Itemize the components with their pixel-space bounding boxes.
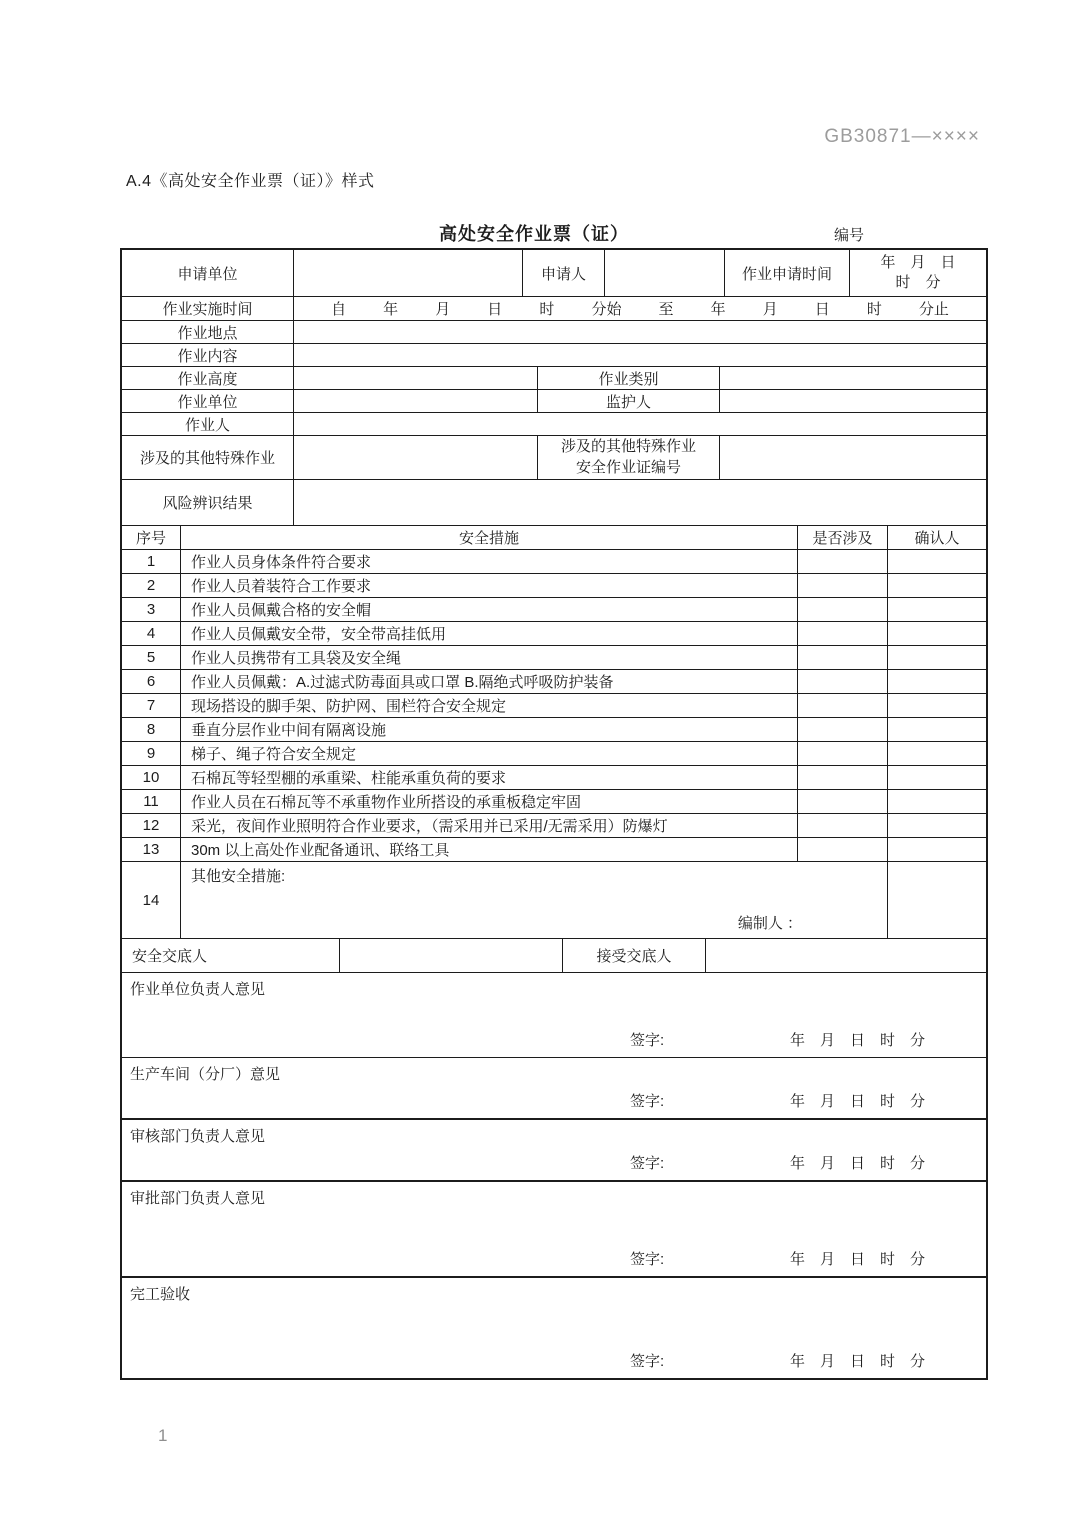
row-no: 4 [146, 625, 156, 642]
opinion-label: 审核部门负责人意见 [130, 1128, 266, 1145]
implement-part: 日 [487, 301, 503, 318]
location-value-cell [293, 321, 986, 343]
form-number-label: 编号 [834, 227, 865, 244]
checklist-row [122, 645, 986, 669]
implement-part: 分始 [591, 301, 622, 318]
implement-time-label: 作业实施时间 [162, 301, 253, 318]
sign-date: 年 月 日 时 分 [790, 1251, 926, 1268]
briefing-row [122, 938, 986, 972]
row-confirmer-cell [887, 718, 986, 741]
apply-date-line2: 时 分 [895, 274, 941, 291]
row-measure: 梯子、绳子符合安全规定 [180, 742, 797, 765]
checklist-row [122, 621, 986, 645]
row-measure: 采光，夜间作业照明符合作业要求，（需采用并已采用/无需采用）防爆灯 [180, 814, 797, 837]
sign-row [122, 1152, 986, 1174]
row-other-special [122, 435, 986, 479]
checklist-row [122, 789, 986, 813]
checklist-row [122, 813, 986, 837]
content-value-cell [293, 344, 986, 366]
row-involved-cell [797, 790, 887, 813]
opinion-label: 生产车间（分厂）意见 [130, 1066, 281, 1083]
guardian-label: 监护人 [537, 390, 719, 412]
briefing-receiver-label: 接受交底人 [562, 939, 705, 972]
work-unit-value-cell [293, 390, 537, 412]
other-special-value-cell [293, 436, 537, 479]
row-involved-cell [797, 670, 887, 693]
row-content [122, 343, 986, 366]
row-confirmer-cell [887, 646, 986, 669]
checklist-row [122, 597, 986, 621]
opinion-approval-dept [122, 1180, 986, 1276]
workers-value-cell [293, 413, 986, 435]
row-no: 6 [146, 673, 156, 690]
header-no: 序号 [135, 530, 166, 547]
row-workers [122, 412, 986, 435]
checklist-header-row [122, 525, 986, 549]
sign-label: 签字: [630, 1093, 665, 1110]
work-unit-label: 作业单位 [177, 393, 238, 411]
row-measure: 作业人员身体条件符合要求 [180, 550, 797, 573]
other-measures-label: 其他安全措施: [191, 868, 286, 885]
row-confirmer-cell [887, 766, 986, 789]
row-confirmer-cell [887, 838, 986, 861]
row-no: 11 [143, 793, 159, 810]
opinion-label: 作业单位负责人意见 [130, 981, 266, 998]
row-no: 10 [142, 769, 160, 786]
checklist-row [122, 717, 986, 741]
implement-part: 月 [435, 301, 451, 318]
page-number: 1 [158, 1426, 168, 1445]
opinion-workshop [122, 1057, 986, 1118]
row-confirmer-cell [887, 742, 986, 765]
row-involved-cell [797, 838, 887, 861]
other-special-cert-value-cell [719, 436, 986, 479]
cert-label-line1: 涉及的其他特殊作业 [560, 438, 696, 456]
row-involved-cell [797, 646, 887, 669]
row-involved-cell [797, 574, 887, 597]
header-measure: 安全措施 [180, 526, 797, 549]
briefing-giver-value-cell [339, 939, 562, 972]
row-no: 2 [146, 577, 156, 594]
apply-time-date-cell [849, 250, 986, 296]
checklist-row [122, 837, 986, 861]
row-involved-cell [797, 814, 887, 837]
checklist-row [122, 765, 986, 789]
row-no: 7 [146, 697, 156, 714]
checklist-row [122, 573, 986, 597]
applicant-label: 申请人 [522, 250, 604, 296]
row-location [122, 320, 986, 343]
row-no: 9 [146, 745, 156, 762]
category-value-cell [719, 367, 986, 389]
row-confirmer-cell [887, 574, 986, 597]
implement-part: 月 [762, 301, 778, 318]
sign-row [122, 1350, 986, 1372]
row-confirmer-cell [887, 598, 986, 621]
apply-time-label: 作业申请时间 [724, 250, 849, 296]
sign-label: 签字: [630, 1353, 665, 1370]
briefing-receiver-value-cell [705, 939, 986, 972]
row-no: 8 [146, 721, 156, 738]
row-involved-cell [797, 766, 887, 789]
sign-label: 签字: [630, 1155, 665, 1172]
sign-date: 年 月 日 时 分 [790, 1032, 926, 1049]
checklist-other-row [122, 861, 986, 938]
checklist-row [122, 693, 986, 717]
location-label: 作业地点 [177, 324, 238, 342]
row-no: 1 [146, 553, 156, 570]
implement-part: 分止 [918, 301, 949, 318]
checklist-row [122, 669, 986, 693]
checklist-row [122, 549, 986, 573]
header-involved: 是否涉及 [797, 526, 887, 549]
row-involved-cell [797, 694, 887, 717]
risk-result-value-cell [293, 480, 986, 525]
sign-row [122, 1248, 986, 1270]
row-measure: 作业人员着装符合工作要求 [180, 574, 797, 597]
row-no: 12 [142, 817, 160, 834]
section-heading: A.4《高处安全作业票（证）》样式 [126, 173, 375, 190]
row-no: 5 [146, 649, 156, 666]
height-value-cell [293, 367, 537, 389]
row-confirmer-cell [887, 814, 986, 837]
row-involved-cell [797, 742, 887, 765]
row-risk [122, 479, 986, 525]
row-confirmer-cell [887, 694, 986, 717]
row-measure: 垂直分层作业中间有隔离设施 [180, 718, 797, 741]
opinion-review-dept [122, 1118, 986, 1180]
applicant-unit-value-cell [293, 250, 522, 296]
row-measure: 石棉瓦等轻型棚的承重梁、柱能承重负荷的要求 [180, 766, 797, 789]
sign-row [122, 1029, 986, 1051]
other-measures-cell [180, 862, 887, 938]
row-confirmer-cell [887, 670, 986, 693]
implement-part: 时 [866, 301, 882, 318]
row-no: 3 [146, 601, 156, 618]
implement-part: 时 [539, 301, 555, 318]
sign-label: 签字: [630, 1251, 665, 1268]
row-confirmer-cell [887, 790, 986, 813]
row-involved-cell [797, 718, 887, 741]
row-applicant [122, 250, 986, 296]
form-title-row [120, 218, 988, 248]
sign-date: 年 月 日 时 分 [790, 1353, 926, 1370]
opinion-label: 完工验收 [130, 1286, 191, 1303]
row-no: 13 [142, 841, 160, 858]
sign-date: 年 月 日 时 分 [790, 1093, 926, 1110]
row-involved-cell [797, 550, 887, 573]
cert-label-line2: 安全作业证编号 [575, 458, 681, 476]
sign-label: 签字: [630, 1032, 665, 1049]
height-label: 作业高度 [177, 370, 238, 388]
row-unit-guardian [122, 389, 986, 412]
implement-part: 自 [331, 301, 347, 318]
implement-part: 日 [814, 301, 830, 318]
header-confirmer: 确认人 [887, 526, 986, 549]
risk-result-label: 风险辨识结果 [162, 495, 253, 512]
applicant-unit-label: 申请单位 [177, 265, 238, 283]
row-measure: 作业人员在石棉瓦等不承重物作业所搭设的承重板稳定牢固 [180, 790, 797, 813]
row-measure: 作业人员佩戴：A.过滤式防毒面具或口罩 B.隔绝式呼吸防护装备 [180, 670, 797, 693]
implement-time-value-cell [293, 297, 986, 320]
apply-date-line1: 年 月 日 [880, 253, 956, 271]
completion-acceptance [122, 1276, 986, 1378]
row-height-category [122, 366, 986, 389]
briefing-giver-label: 安全交底人 [132, 948, 208, 965]
content-label: 作业内容 [177, 347, 238, 365]
category-label: 作业类别 [537, 367, 719, 389]
guardian-value-cell [719, 390, 986, 412]
applicant-value-cell [604, 250, 724, 296]
preparer-label: 编制人 ： [737, 915, 802, 932]
row-measure: 作业人员佩戴合格的安全帽 [180, 598, 797, 621]
workers-label: 作业人 [184, 416, 230, 434]
sign-date: 年 月 日 时 分 [790, 1155, 926, 1172]
row-measure: 现场搭设的脚手架、防护网、围栏符合安全规定 [180, 694, 797, 717]
sign-row [122, 1090, 986, 1112]
checklist-row [122, 741, 986, 765]
row-confirmer-cell [887, 862, 986, 938]
row-involved-cell [797, 598, 887, 621]
other-special-label: 涉及的其他特殊作业 [139, 450, 275, 467]
row-no: 14 [142, 891, 160, 909]
permit-form-table [120, 248, 988, 1380]
opinion-label: 审批部门负责人意见 [130, 1190, 266, 1207]
opinion-work-unit [122, 972, 986, 1057]
row-measure: 30m 以上高处作业配备通讯、联络工具 [180, 838, 797, 861]
implement-part: 至 [658, 301, 674, 318]
row-confirmer-cell [887, 550, 986, 573]
other-special-cert-label [537, 436, 719, 479]
implement-part: 年 [383, 301, 399, 318]
row-confirmer-cell [887, 622, 986, 645]
row-measure: 作业人员佩戴安全带，安全带高挂低用 [180, 622, 797, 645]
row-measure: 作业人员携带有工具袋及安全绳 [180, 646, 797, 669]
standard-code: GB30871—×××× [824, 126, 980, 147]
row-implement-time [122, 296, 986, 320]
form-title: 高处安全作业票（证） [439, 224, 629, 244]
row-involved-cell [797, 622, 887, 645]
implement-part: 年 [710, 301, 726, 318]
